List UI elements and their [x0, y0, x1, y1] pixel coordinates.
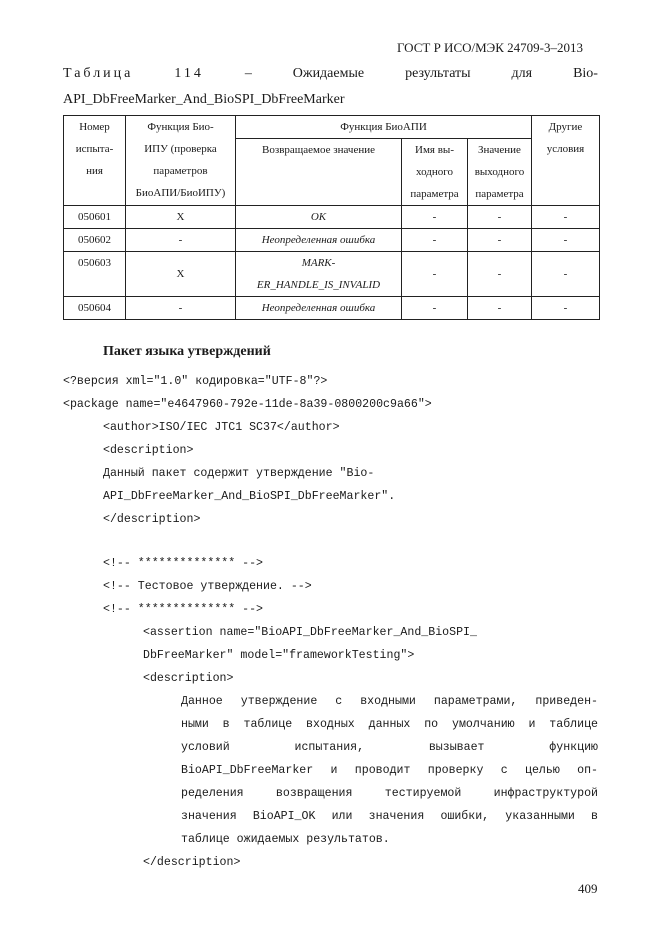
table-caption-continued: API_DbFreeMarker_And_BioSPI_DbFreeMarker	[63, 92, 345, 107]
code-line: <description>	[143, 672, 234, 685]
description-line: условий испытания, вызывает функцию	[181, 741, 598, 754]
page-number: 409	[578, 881, 598, 896]
code-line: <description>	[103, 444, 194, 457]
cell-other: -	[532, 206, 600, 229]
header-text: параметра	[475, 188, 524, 200]
caption-number: 114	[174, 66, 204, 81]
description-line: ными в таблице входных данных по умолчанию и таблице	[181, 718, 598, 731]
cell-output-value: -	[468, 252, 532, 297]
cell-return-value: OK	[236, 206, 402, 229]
header-test-number	[64, 116, 126, 206]
cell-output-name: -	[402, 229, 468, 252]
caption-word-for: для	[511, 66, 533, 81]
cell-other: -	[532, 252, 600, 297]
expected-results-table	[63, 115, 600, 320]
header-bioapi-function: Функция БиоАПИ	[236, 116, 532, 139]
cell-return-value: Неопределенная ошибка	[236, 297, 402, 320]
code-line: <assertion name="BioAPI_DbFreeMarker_And_BioSPI_	[143, 626, 477, 639]
return-value-part: MARK-	[301, 257, 336, 269]
caption-word-expected: Ожидаемые	[292, 66, 365, 81]
header-output-name	[402, 139, 468, 206]
cell-other: -	[532, 297, 600, 320]
table-row	[64, 206, 600, 229]
header-text: условия	[546, 143, 585, 155]
description-line: BioAPI_DbFreeMarker и проводит проверку с целью оп-	[181, 764, 598, 777]
header-bioipu-function	[126, 116, 236, 206]
cell-bioipu: X	[126, 206, 236, 229]
header-text: ходного	[416, 166, 453, 178]
cell-bioipu: -	[126, 297, 236, 320]
header-output-value	[468, 139, 532, 206]
cell-output-name: -	[402, 297, 468, 320]
header-text: параметра	[410, 188, 459, 200]
header-text: Значение	[478, 144, 521, 156]
header-text: Другие	[548, 121, 583, 133]
header-text: ния	[86, 165, 103, 177]
header-text: Функция Био-	[147, 121, 214, 133]
cell-return-value	[236, 252, 402, 297]
code-line: API_DbFreeMarker_And_BioSPI_DbFreeMarker".	[103, 490, 396, 503]
cell-output-name: -	[402, 252, 468, 297]
cell-test-id: 050602	[64, 229, 126, 252]
caption-word-results: результаты	[405, 66, 471, 81]
header-text: Номер	[79, 121, 110, 133]
header-text: выходного	[474, 166, 525, 178]
code-comment: <!-- ************** -->	[103, 603, 264, 616]
document-header: ГОСТ Р ИСО/МЭК 24709-3–2013	[396, 40, 583, 55]
return-value-part: ER_HANDLE_IS_INVALID	[256, 279, 381, 291]
table-row	[64, 252, 600, 297]
cell-test-id: 050603	[64, 252, 126, 297]
caption-word-table: Таблица	[63, 66, 134, 81]
header-text: параметров	[153, 165, 208, 177]
code-line: <package name="e4647960-792e-11de-8a39-0800200c9a66">	[63, 398, 432, 411]
cell-output-value: -	[468, 229, 532, 252]
table-header-row	[64, 116, 600, 139]
table-caption	[63, 66, 598, 82]
cell-output-value: -	[468, 297, 532, 320]
caption-word-bio: Bio-	[573, 66, 598, 81]
description-line: ределения возвращения тестируемой инфраструктурой	[181, 787, 598, 800]
cell-bioipu: -	[126, 229, 236, 252]
header-return-value: Возвращаемое значение	[236, 139, 402, 206]
caption-dash: –	[244, 66, 252, 81]
code-line: <?версия xml="1.0" кодировка="UTF-8"?>	[63, 375, 328, 388]
code-line: DbFreeMarker" model="frameworkTesting">	[143, 649, 415, 662]
description-line: значения BioAPI_OK или значения ошибки, указанными в	[181, 810, 598, 823]
cell-other: -	[532, 229, 600, 252]
description-line: таблице ожидаемых результатов.	[181, 833, 390, 846]
cell-output-name: -	[402, 206, 468, 229]
section-title: Пакет языка утверждений	[103, 344, 271, 359]
header-other-conditions	[532, 116, 600, 206]
header-text: ИПУ (проверка	[144, 143, 217, 155]
table-row	[64, 229, 600, 252]
cell-bioipu: X	[126, 252, 236, 297]
cell-return-value: Неопределенная ошибка	[236, 229, 402, 252]
code-line: <author>ISO/IEC JTC1 SC37</author>	[103, 421, 340, 434]
header-text: БиоАПИ/БиоИПУ)	[135, 187, 226, 199]
header-text: испыта-	[75, 143, 114, 155]
code-line: </description>	[143, 856, 241, 869]
cell-test-id: 050604	[64, 297, 126, 320]
cell-test-id: 050601	[64, 206, 126, 229]
table-row	[64, 297, 600, 320]
cell-output-value: -	[468, 206, 532, 229]
code-line: Данный пакет содержит утверждение "Bio-	[103, 467, 375, 480]
description-line: Данное утверждение с входными параметрами, приведен-	[181, 695, 598, 708]
code-comment: <!-- ************** -->	[103, 557, 264, 570]
code-line: </description>	[103, 513, 201, 526]
code-comment: <!-- Тестовое утверждение. -->	[103, 580, 312, 593]
header-text: Имя вы-	[415, 144, 454, 156]
